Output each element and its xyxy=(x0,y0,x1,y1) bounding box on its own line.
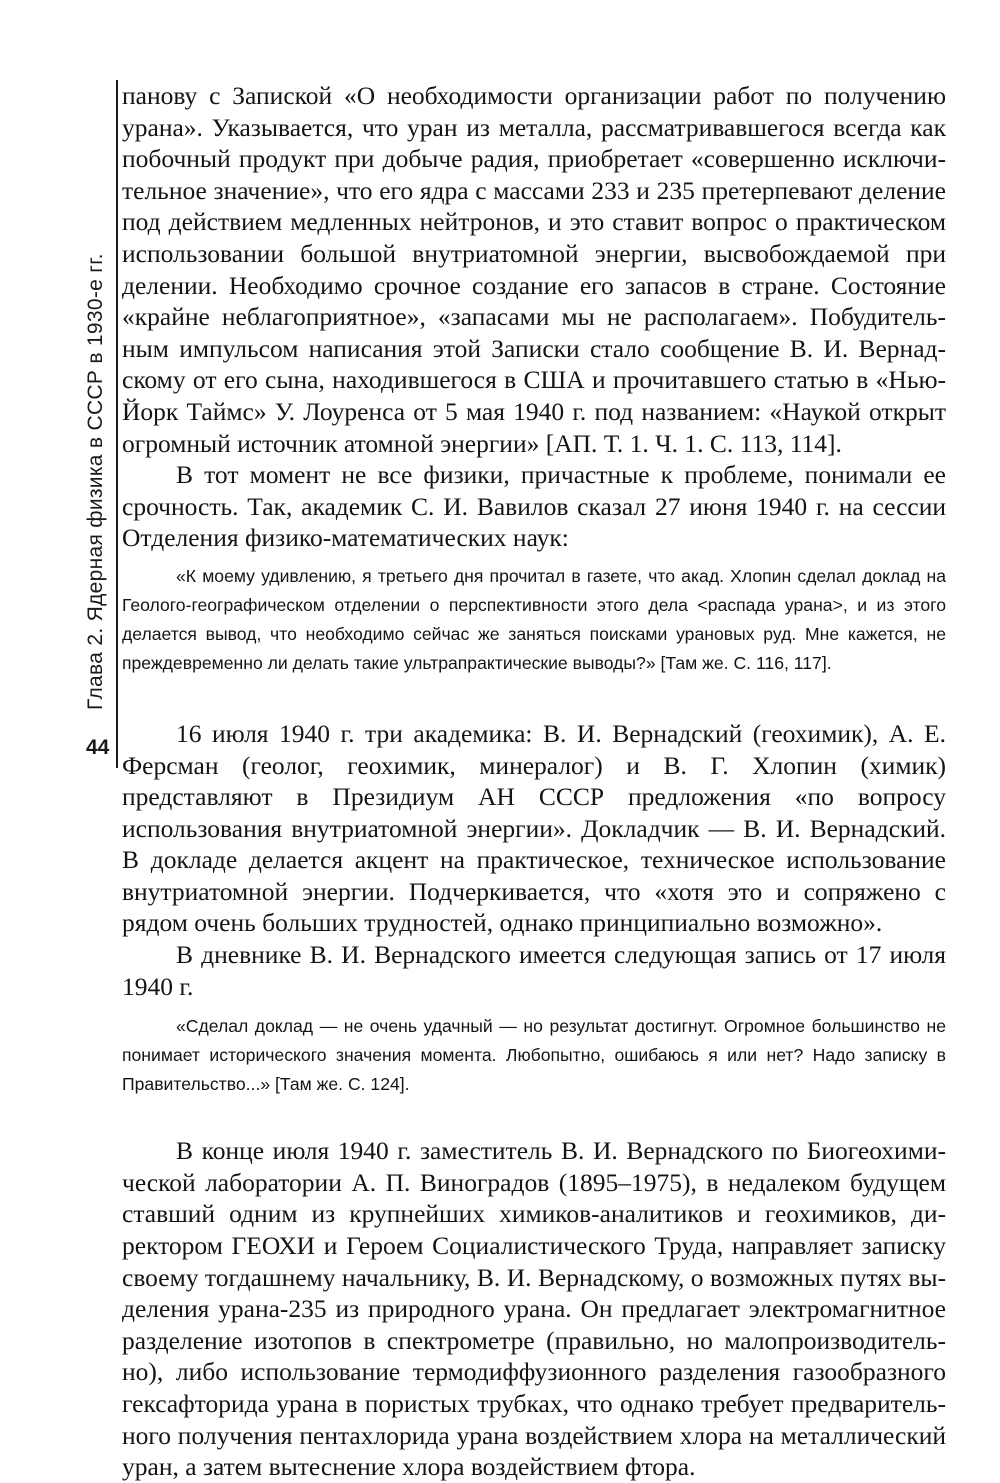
paragraph-5: В конце июля 1940 г. заместитель В. И. Вернадского по Биогеохимической лаборатории А. П. Виноградов (1895–1975), в недалеком будущем ставший одним из крупнейших химиков-аналитиков и геохимиков, директором ГЕОХИ и Героем Социалистического Труда, направляет записку своему тогдашнему начальнику, В. И. Вернадскому, о возможных путях выделения урана-235 из природного урана. Он предлагает электромагнитное разделение изотопов в спектрометре (правильно, но малопроизводительно), либо использование термодиффузионного разделения газообразного гексафторида урана в пористых трубках, что однако требует предварительного получения пентахлорида урана воздействием хлора на металлический уран, а затем вытеснение хлора воздействием фтора. xyxy=(122,1136,946,1482)
running-header: Глава 2. Ядерная физика в СССР в 1930-е гг. xyxy=(84,253,107,710)
quote-vernadsky: «Сделал доклад — не очень удачный — но результат достигнут. Огромное большинство не понимает исторического значения момента. Любопытно, ошибаюсь я или нет? Надо записку в Правительство...» [Там же. С. 124]. xyxy=(122,1016,946,1095)
page-body xyxy=(122,80,946,1483)
paragraph-1: панову с Запиской «О необходимости организации работ по получению урана». Указывается, что уран из металла, рассматривавшегося всегда как побочный продукт при добыче радия, приобретает «совершенно исключительное значение», что его ядра с массами 233 и 235 претерпевают деление под действием медленных нейтронов, и это ставит вопрос о практическом использовании большой внутриатомной энергии, высвобождаемой при делении. Необходимо срочное создание его запасов в стране. Состояние «крайне неблагоприятное», «запасами мы не располагаем». Побудительным импульсом написания этой Записки стало сообщение В. И. Вернадскому от его сына, находившегося в США и прочитавшего статью в «Нью-Йорк Таймс» У. Лоуренса от 5 мая 1940 г. под названием: «Наукой открыт огромный источник атомной энергии» [АП. Т. 1. Ч. 1. С. 113, 114]. xyxy=(122,81,946,458)
paragraph-2: В тот момент не все физики, причастные к проблеме, понимали ее срочность. Так, академик С. И. Вавилов сказал 27 июня 1940 г. на сессии Отделения физико-математических наук: xyxy=(122,460,946,553)
paragraph-4: В дневнике В. И. Вернадского имеется следующая запись от 17 июля 1940 г. xyxy=(122,940,946,1001)
quote-vavilov: «К моему удивлению, я третьего дня прочитал в газете, что акад. Хлопин сделал доклад на Геолого-географическом отделении о перспективности этого дела <распада урана>, и из этого делается вывод, что необходимо сейчас же заняться поисками урановых руд. Мне кажется, не преждевременно ли делать такие ультрапрактические выводы?» [Там же. С. 116, 117]. xyxy=(122,565,946,673)
header-rule xyxy=(116,80,118,768)
paragraph-3: 16 июля 1940 г. три академика: В. И. Вернадский (геохимик), А. Е. Ферсман (геолог, геохимик, минералог) и В. Г. Хлопин (химик) представляют в Президиум АН СССР предложения «по вопросу использования внутриатомной энергии». Докладчик — В. И. Вернадский. В докладе делается акцент на практическое, техническое использование внутриатомной энергии. Подчеркивается, что «хотя это и сопряжено с рядом очень больших трудностей, однако принципиально возможно». xyxy=(122,718,946,938)
page-number: 44 xyxy=(86,736,110,759)
